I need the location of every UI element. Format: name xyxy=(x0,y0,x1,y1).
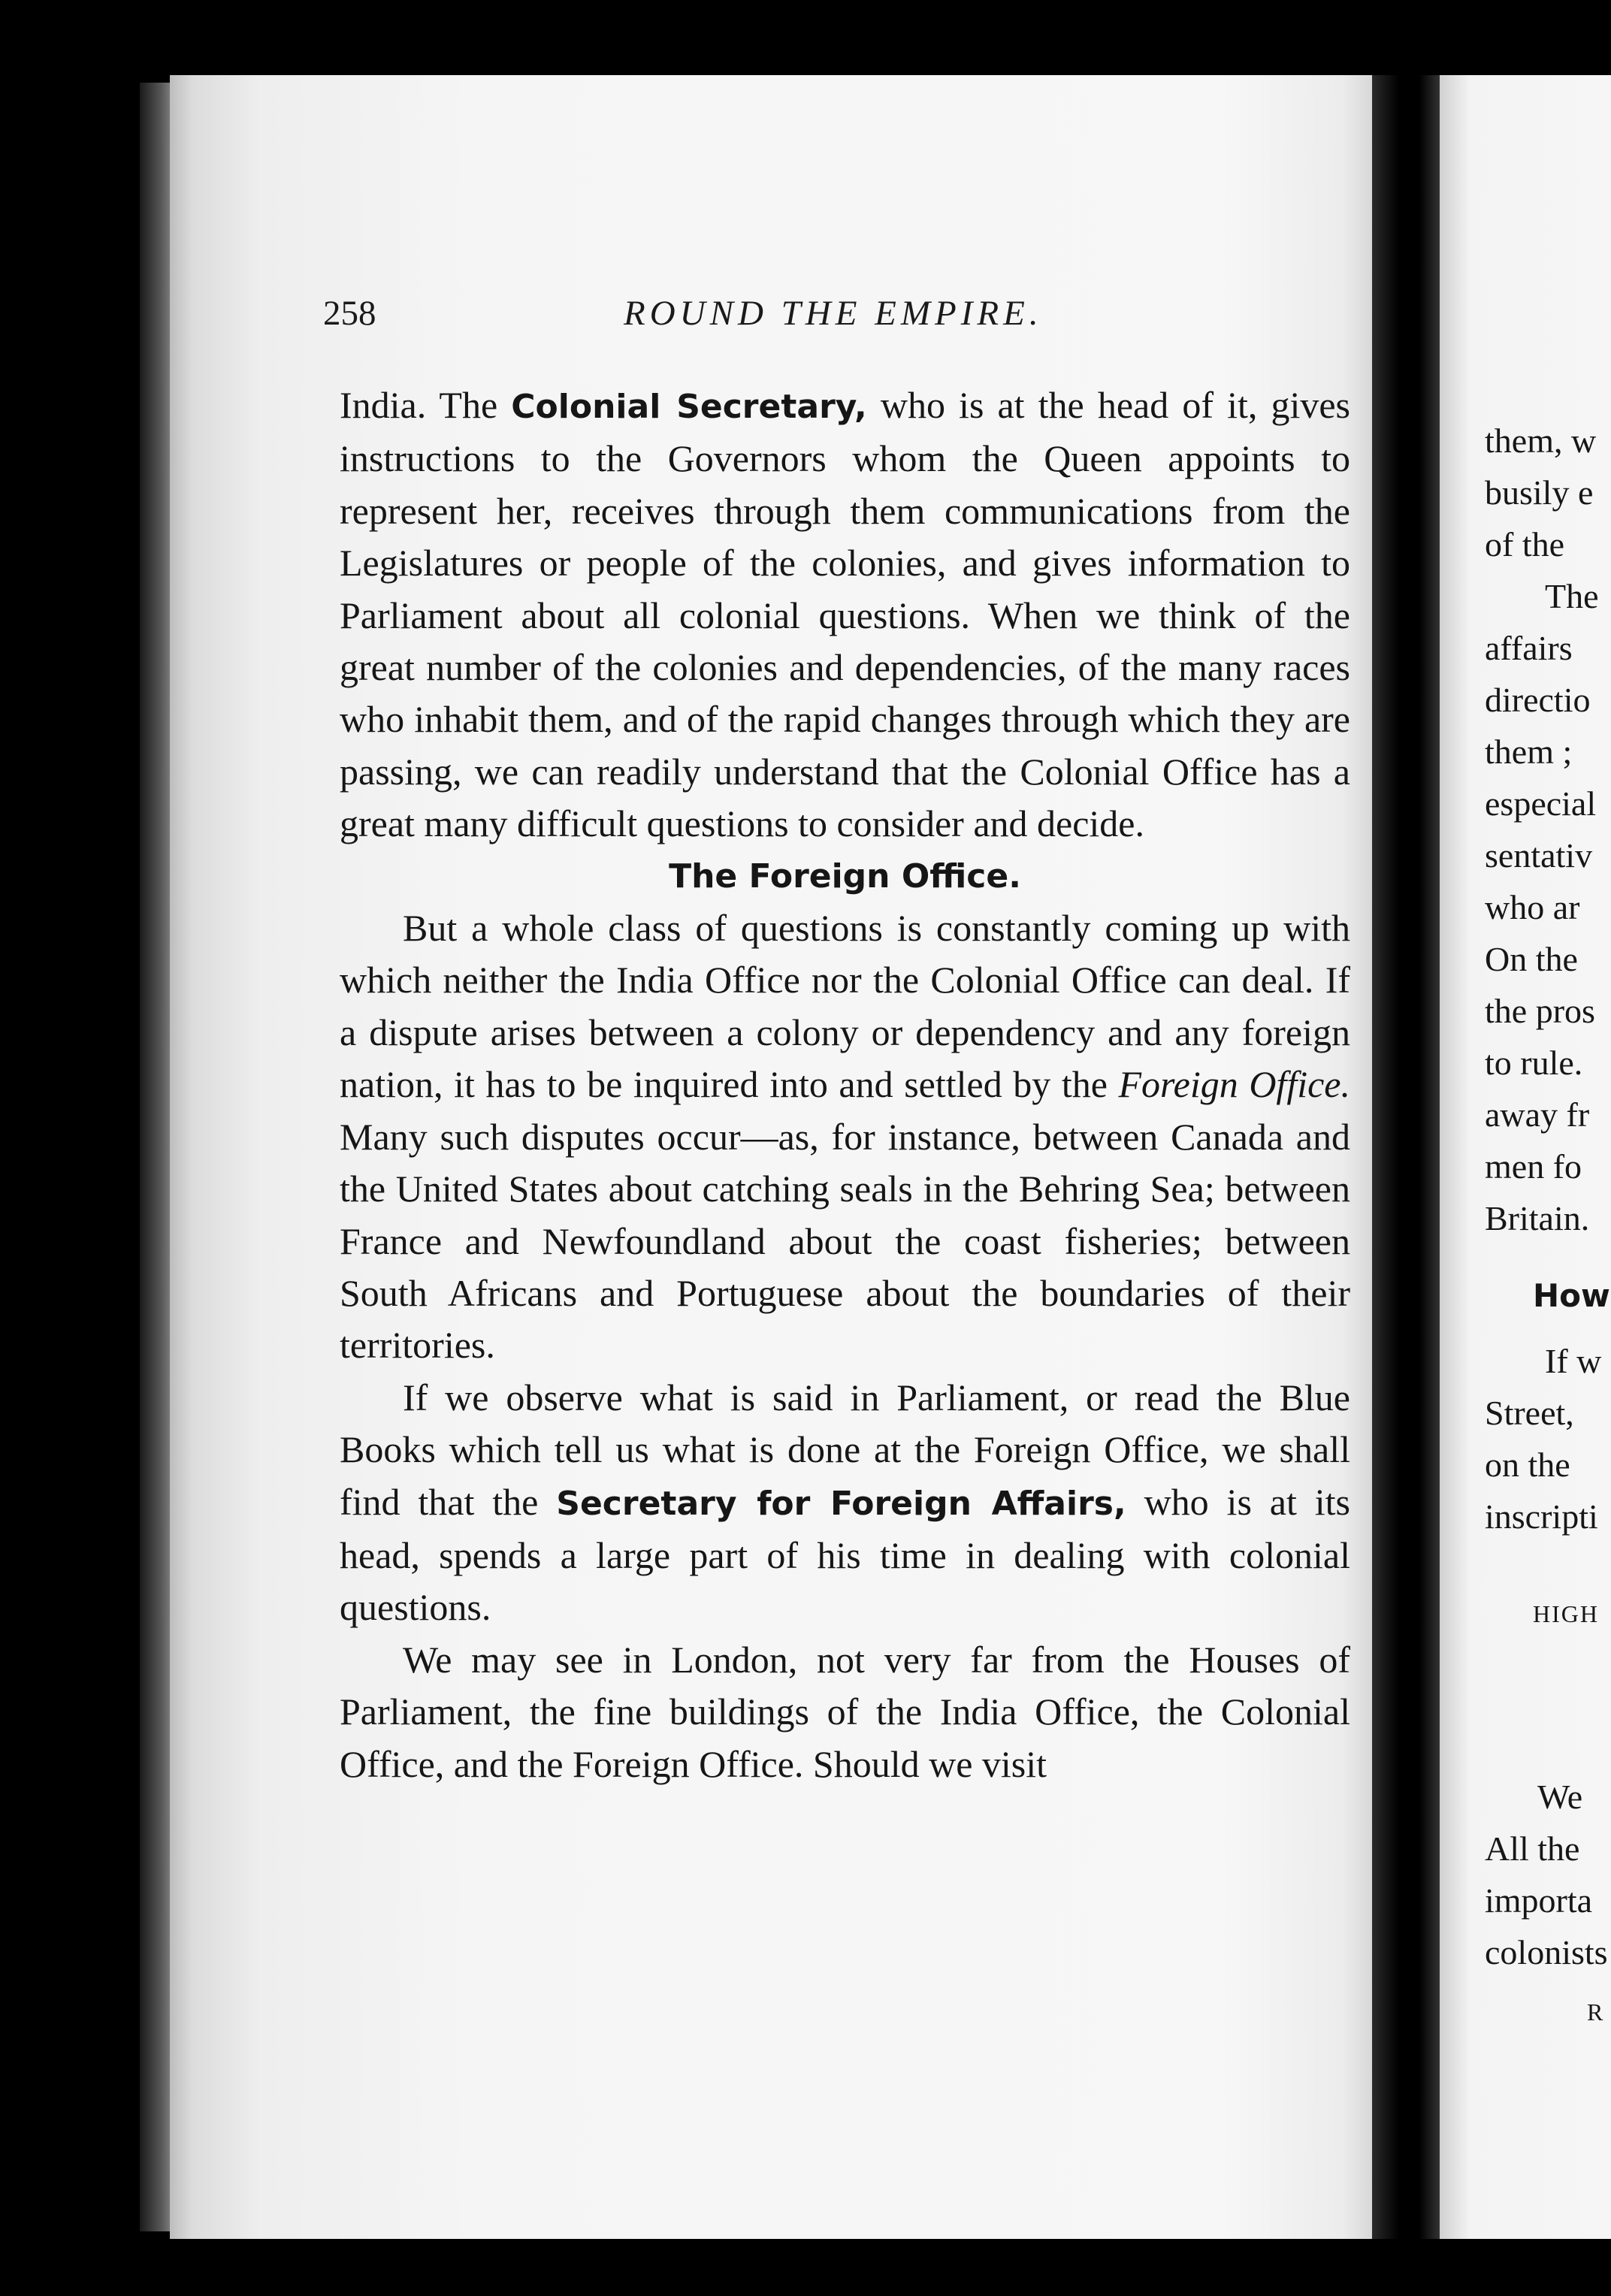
paragraph-2-text-a: But a whole class of questions is constantly coming up with which neither the India Office nor the Colonial Office can deal. If a dispute arises between a colony or dependency and any foreign nation, it has to be inquired into and settled by the xyxy=(340,907,1350,1106)
book-gutter xyxy=(1372,75,1440,2239)
right-line: on the xyxy=(1485,1446,1570,1484)
running-title: ROUND THE EMPIRE. xyxy=(624,294,1043,333)
right-line: especial xyxy=(1485,784,1597,823)
right-line: directio xyxy=(1485,681,1591,719)
right-line: to rule. xyxy=(1485,1044,1583,1082)
paragraph-4-text: We may see in London, not very far from the Houses of Parliament, the fine buildings of the India Office, the Colonial Office, and the Foreign Office. Should we visit xyxy=(340,1638,1350,1785)
right-line: them, w xyxy=(1485,421,1597,460)
right-line: colonists xyxy=(1485,1933,1608,1971)
right-page-text xyxy=(1440,75,1611,2239)
paragraph-1 xyxy=(340,379,1350,850)
right-line: away fr xyxy=(1485,1095,1590,1134)
page-number: 258 xyxy=(323,294,376,333)
right-heading: How xyxy=(1533,1277,1610,1314)
foreign-office-term: Foreign Office. xyxy=(1118,1063,1350,1106)
paragraph-3-text-b: who is at its head, spends a large part of his time in dealing with colonial questions. xyxy=(340,1480,1350,1629)
right-line: If w xyxy=(1545,1342,1602,1380)
paragraph-1-text-a: India. The xyxy=(340,384,512,426)
paragraph-4 xyxy=(340,1634,1350,1790)
right-line: affairs xyxy=(1485,629,1573,667)
paragraph-3-text-a: If we observe what is said in Parliament, or read the Blue Books which tell us what is done at the Foreign Office, we shall find that the xyxy=(340,1376,1350,1523)
right-line: busily e xyxy=(1485,473,1594,512)
signature-mark: R xyxy=(1587,1998,1605,2026)
right-line: On the xyxy=(1485,940,1578,978)
paragraph-2 xyxy=(340,902,1350,1372)
right-line: who ar xyxy=(1485,888,1580,926)
right-line: All the xyxy=(1485,1829,1580,1868)
right-line: importa xyxy=(1485,1881,1593,1920)
foreign-secretary-term: Secretary for Foreign Affairs, xyxy=(556,1484,1126,1523)
paragraph-3 xyxy=(340,1372,1350,1634)
right-line: the pros xyxy=(1485,992,1595,1030)
section-heading: The Foreign Office. xyxy=(669,856,1021,896)
colonial-secretary-term: Colonial Secretary, xyxy=(511,388,867,426)
right-line: inscripti xyxy=(1485,1497,1598,1536)
right-line: men fo xyxy=(1485,1147,1582,1186)
right-small-caps: HIGH xyxy=(1533,1600,1599,1627)
right-page xyxy=(1440,75,1611,2239)
right-line: Street, xyxy=(1485,1394,1574,1432)
right-line: sentativ xyxy=(1485,836,1593,875)
right-line: them ; xyxy=(1485,733,1573,771)
right-line: of the xyxy=(1485,525,1565,563)
right-line: Britain. xyxy=(1485,1199,1590,1237)
right-line: The xyxy=(1545,577,1599,615)
paragraph-2-text-b: Many such disputes occur—as, for instance, between Canada and the United States about catching seals in the Behring Sea; between France and Newfoundland about the coast fisheries; between South Africans and Portuguese about the boundaries of their territories. xyxy=(340,1115,1350,1367)
right-line: We xyxy=(1537,1778,1583,1816)
left-page-text xyxy=(340,379,1350,1790)
paragraph-1-text-b: who is at the head of it, gives instructions to the Governors whom the Queen appoints to represent her, receives through them communications from the Legislatures or people of the colonies, and gives information to Parliament about all colonial questions. When we think of the great number of the colonies and dependencies, of the many races who inhabit them, and of the rapid changes through which they are passing, we can readily understand that the Colonial Office has a great many difficult questions to consider and decide. xyxy=(340,384,1350,845)
running-head xyxy=(323,293,1375,338)
